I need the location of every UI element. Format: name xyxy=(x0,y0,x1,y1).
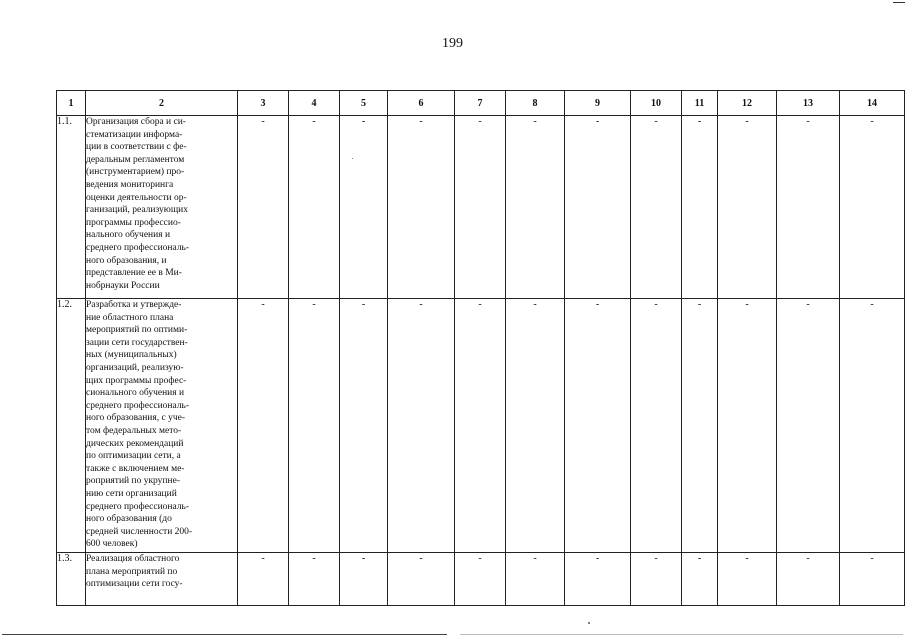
description-line: том федеральных мето- xyxy=(86,425,182,436)
description-line: нального обучения и xyxy=(86,230,171,241)
table-row xyxy=(57,553,905,606)
header-cell: 2 xyxy=(86,91,238,116)
description-line: роприятий по укрупне- xyxy=(86,476,180,487)
description-line: стематизации информа- xyxy=(86,129,183,140)
value-cell: - xyxy=(340,299,388,553)
description-line: зации сети государствен- xyxy=(86,337,188,348)
value-cell: - xyxy=(455,299,506,553)
value-cell: - xyxy=(388,299,455,553)
value-cell: - xyxy=(289,116,340,299)
description-line: по оптимизации сети, а xyxy=(86,451,181,462)
description-line: нобрнауки России xyxy=(86,280,160,291)
header-cell: 10 xyxy=(631,91,682,116)
description-line: организаций, реализую- xyxy=(86,362,184,373)
description-line: мероприятий по оптими- xyxy=(86,325,188,336)
description-line: оценки деятельности ор- xyxy=(86,192,187,203)
description-line: ние областного плана xyxy=(86,312,174,323)
header-cell: 3 xyxy=(238,91,289,116)
header-cell: 5 xyxy=(340,91,388,116)
value-cell: - xyxy=(777,116,840,299)
description-line: Организация сбора и си- xyxy=(86,117,186,127)
description-line: Реализация областного xyxy=(86,554,180,564)
description-line: ного образования, с уче- xyxy=(86,413,185,424)
value-cell: - xyxy=(238,299,289,553)
description-line: ведения мониторинга xyxy=(86,179,174,190)
value-cell: - xyxy=(340,553,388,606)
value-cell: - xyxy=(388,553,455,606)
value-cell: - xyxy=(565,116,631,299)
value-cell: - xyxy=(455,116,506,299)
row-description xyxy=(86,116,238,299)
corner-mark xyxy=(893,2,905,3)
table-row xyxy=(57,116,905,299)
value-cell: - xyxy=(506,299,565,553)
table-row xyxy=(57,299,905,553)
header-cell: 6 xyxy=(388,91,455,116)
description-line: Разработка и утвержде- xyxy=(86,300,182,310)
row-number: 1.2. xyxy=(57,299,86,553)
value-cell: - xyxy=(718,116,777,299)
value-cell: - xyxy=(682,553,718,606)
header-cell: 7 xyxy=(455,91,506,116)
value-cell: - xyxy=(777,553,840,606)
description-line: представление ее в Ми- xyxy=(86,268,182,279)
row-description xyxy=(86,553,238,606)
description-line: оптимизации сети госу- xyxy=(86,579,183,590)
description-line: 600 человек) xyxy=(86,539,138,550)
description-line: средней численности 200- xyxy=(86,526,193,537)
value-cell: - xyxy=(289,553,340,606)
row-description xyxy=(86,299,238,553)
value-cell: - xyxy=(340,116,388,299)
description-line: сионального обучения и xyxy=(86,388,185,399)
value-cell: - xyxy=(840,553,905,606)
description-line: также с включением ме- xyxy=(86,463,185,474)
description-line: ного образования, и xyxy=(86,255,167,266)
value-cell: - xyxy=(506,116,565,299)
value-cell: - xyxy=(565,553,631,606)
value-cell: - xyxy=(289,299,340,553)
value-cell: - xyxy=(506,553,565,606)
description-line: ции в соответствии с фе- xyxy=(86,142,187,153)
value-cell: - xyxy=(682,299,718,553)
description-line: ного образования (до xyxy=(86,514,172,525)
row-number: 1.1. xyxy=(57,116,86,299)
value-cell: - xyxy=(631,299,682,553)
description-line: ганизаций, реализующих xyxy=(86,205,189,216)
description-line: программы профессио- xyxy=(86,217,181,228)
value-cell: - xyxy=(840,116,905,299)
header-cell: 9 xyxy=(565,91,631,116)
scan-edge-line xyxy=(460,634,903,635)
plan-table xyxy=(56,90,905,606)
header-cell: 13 xyxy=(777,91,840,116)
header-cell: 4 xyxy=(289,91,340,116)
value-cell: - xyxy=(682,116,718,299)
header-row xyxy=(57,91,905,116)
value-cell: - xyxy=(840,299,905,553)
value-cell: - xyxy=(565,299,631,553)
header-cell: 12 xyxy=(718,91,777,116)
description-line: нию сети организаций xyxy=(86,488,177,499)
header-cell: 1 xyxy=(57,91,86,116)
description-line: среднего профессиональ- xyxy=(86,242,190,253)
value-cell: - xyxy=(631,553,682,606)
scan-speck xyxy=(352,158,353,159)
value-cell: - xyxy=(631,116,682,299)
value-cell: - xyxy=(718,553,777,606)
scan-speck xyxy=(588,622,590,624)
value-cell: - xyxy=(718,299,777,553)
description-line: деральным регламентом xyxy=(86,154,185,165)
header-cell: 8 xyxy=(506,91,565,116)
description-line: щих программы профес- xyxy=(86,375,187,386)
row-number: 1.3. xyxy=(57,553,86,606)
header-cell: 14 xyxy=(840,91,905,116)
description-line: плана мероприятий по xyxy=(86,566,178,577)
value-cell: - xyxy=(777,299,840,553)
value-cell: - xyxy=(238,116,289,299)
value-cell: - xyxy=(238,553,289,606)
description-line: среднего профессиональ- xyxy=(86,501,190,512)
scan-edge-line xyxy=(2,634,447,635)
description-line: дических рекомендаций xyxy=(86,438,184,449)
description-line: (инструментарием) про- xyxy=(86,167,185,178)
value-cell: - xyxy=(388,116,455,299)
page-number: 199 xyxy=(442,36,463,51)
header-cell: 11 xyxy=(682,91,718,116)
description-line: ных (муниципальных) xyxy=(86,350,177,361)
value-cell: - xyxy=(455,553,506,606)
description-line: среднего профессиональ- xyxy=(86,400,190,411)
